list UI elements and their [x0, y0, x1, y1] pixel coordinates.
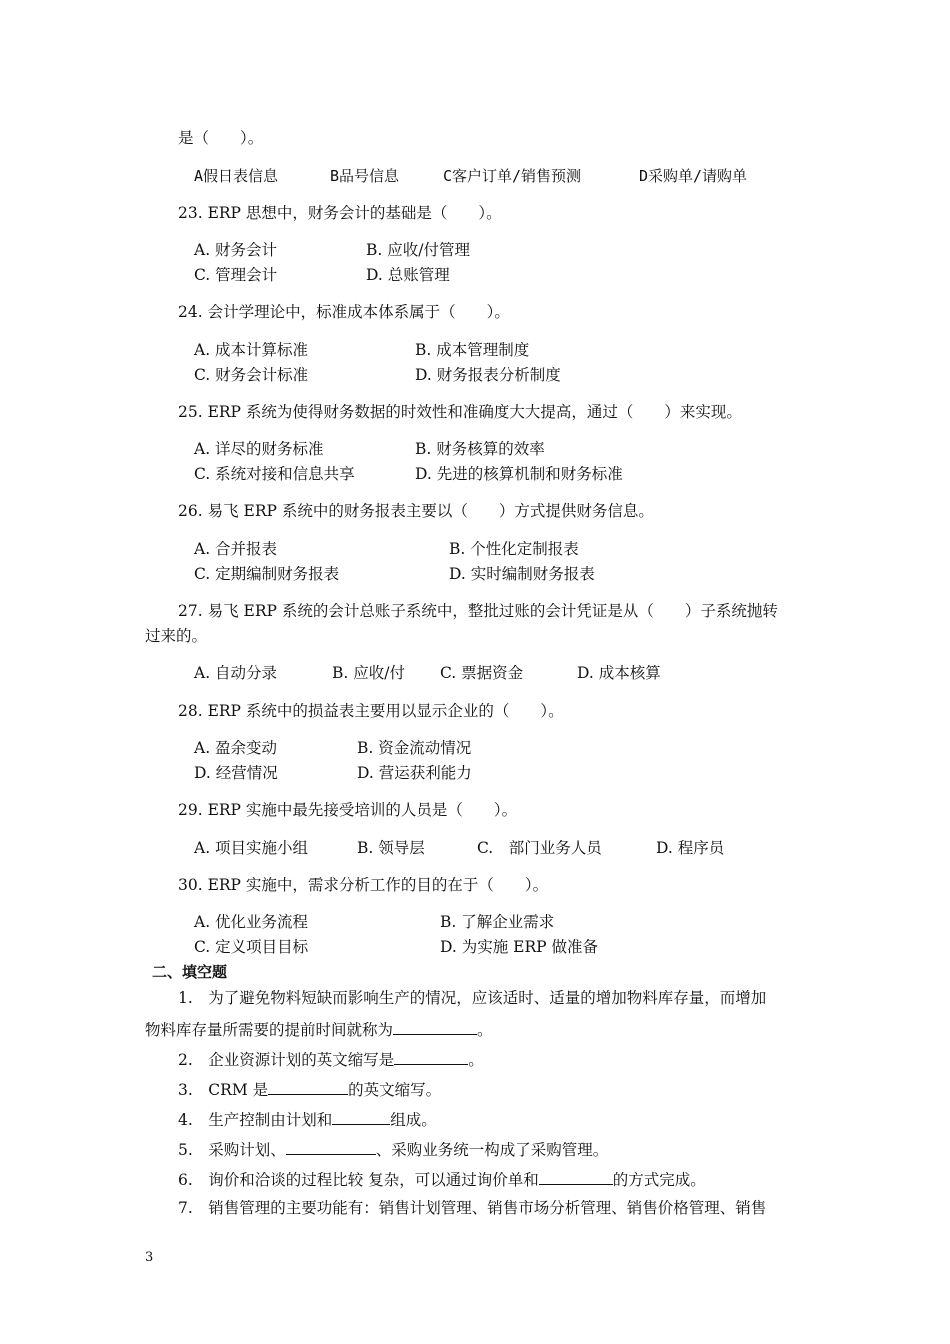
- q25-option-c: C. 系统对接和信息共享: [194, 465, 355, 483]
- q28-option-d: D. 营运获利能力: [357, 764, 472, 782]
- fill-6-blank: [539, 1168, 613, 1185]
- q28-stem: 28. ERP 系统中的损益表主要用以显示企业的（ ）。: [178, 702, 564, 720]
- q30-option-d: D. 为实施 ERP 做准备: [440, 938, 598, 956]
- q24-option-c: C. 财务会计标准: [194, 366, 309, 384]
- q27-option-b: B. 应收/付: [332, 664, 405, 682]
- q22-option-a: A假日表信息: [194, 167, 279, 185]
- q29-option-c: C. 部门业务人员: [477, 839, 602, 857]
- fill-5: [178, 1138, 608, 1160]
- q29-option-d: D. 程序员: [656, 839, 725, 857]
- q22-option-d: D采购单/请购单: [639, 167, 748, 185]
- q28-option-b: B. 资金流动情况: [357, 739, 472, 757]
- q25-option-a: A. 详尽的财务标准: [194, 440, 324, 458]
- fill-5-prefix: 5. 采购计划、: [178, 1141, 286, 1159]
- fill-1-suffix: 。: [477, 1021, 493, 1039]
- q23-option-c: C. 管理会计: [194, 266, 278, 284]
- page-number: 3: [145, 1250, 154, 1265]
- q27-stem-line1: 27. 易飞 ERP 系统的会计总账子系统中，整批过账的会计凭证是从（ ）子系统抛转: [178, 602, 778, 620]
- q24-option-a: A. 成本计算标准: [194, 341, 309, 359]
- q27-option-c: C. 票据资金: [440, 664, 524, 682]
- fill-4: [178, 1108, 437, 1130]
- q22-tail: 是（ ）。: [178, 129, 264, 147]
- q26-option-a: A. 合并报表: [194, 540, 278, 558]
- q23-option-d: D. 总账管理: [366, 266, 450, 284]
- fill-7: 7. 销售管理的主要功能有：销售计划管理、销售市场分析管理、销售价格管理、销售: [178, 1199, 767, 1217]
- q23-option-a: A. 财务会计: [194, 241, 278, 259]
- q25-stem: 25. ERP 系统为使得财务数据的时效性和准确度大大提高，通过（ ）来实现。: [178, 403, 742, 421]
- q28-option-c: D. 经营情况: [194, 764, 278, 782]
- fill-6-prefix: 6. 询价和洽谈的过程比较 复杂，可以通过询价单和: [178, 1171, 539, 1189]
- q25-option-b: B. 财务核算的效率: [415, 440, 545, 458]
- q26-option-c: C. 定期编制财务报表: [194, 565, 340, 583]
- fill-1-blank: [393, 1018, 477, 1035]
- fill-4-prefix: 4. 生产控制由计划和: [178, 1111, 333, 1129]
- q26-stem: 26. 易飞 ERP 系统中的财务报表主要以（ ）方式提供财务信息。: [178, 502, 654, 520]
- fill-1-prefix: 物料库存量所需要的提前时间就称为: [145, 1021, 394, 1039]
- q22-option-c: C客户订单/销售预测: [443, 167, 582, 185]
- fill-5-blank: [286, 1138, 376, 1155]
- q30-stem: 30. ERP 实施中，需求分析工作的目的在于（ ）。: [178, 876, 549, 894]
- q26-option-d: D. 实时编制财务报表: [449, 565, 595, 583]
- fill-4-suffix: 组成。: [390, 1111, 437, 1129]
- fill-1-line1: 1. 为了避免物料短缺而影响生产的情况，应该适时、适量的增加物料库存量，而增加: [178, 989, 767, 1007]
- q28-option-a: A. 盈余变动: [194, 739, 278, 757]
- fill-2-suffix: 。: [468, 1051, 484, 1069]
- q24-option-b: B. 成本管理制度: [415, 341, 530, 359]
- fill-3-blank: [268, 1078, 348, 1095]
- q27-option-d: D. 成本核算: [577, 664, 661, 682]
- fill-4-blank: [332, 1108, 390, 1125]
- q30-option-c: C. 定义项目目标: [194, 938, 309, 956]
- section-heading: 二、填空题: [152, 963, 228, 981]
- fill-2-prefix: 2. 企业资源计划的英文缩写是: [178, 1051, 395, 1069]
- q23-stem: 23. ERP 思想中，财务会计的基础是（ ）。: [178, 204, 502, 222]
- q29-option-a: A. 项目实施小组: [194, 839, 309, 857]
- fill-6: [178, 1168, 706, 1190]
- q29-option-b: B. 领导层: [357, 839, 425, 857]
- q27-stem-line2: 过来的。: [145, 627, 208, 645]
- q26-option-b: B. 个性化定制报表: [449, 540, 579, 558]
- q24-stem: 24. 会计学理论中，标准成本体系属于（ ）。: [178, 303, 510, 321]
- fill-3-suffix: 的英文缩写。: [348, 1081, 442, 1099]
- fill-3-prefix: 3. CRM 是: [178, 1081, 269, 1099]
- q29-stem: 29. ERP 实施中最先接受培训的人员是（ ）。: [178, 801, 518, 819]
- fill-6-suffix: 的方式完成。: [612, 1171, 706, 1189]
- q30-option-b: B. 了解企业需求: [440, 913, 555, 931]
- fill-5-suffix: 、采购业务统一构成了采购管理。: [375, 1141, 609, 1159]
- q25-option-d: D. 先进的核算机制和财务标准: [415, 465, 623, 483]
- q24-option-d: D. 财务报表分析制度: [415, 366, 561, 384]
- q23-option-b: B. 应收/付管理: [366, 241, 470, 259]
- fill-2: [178, 1048, 484, 1070]
- q27-option-a: A. 自动分录: [194, 664, 278, 682]
- fill-3: [178, 1078, 441, 1100]
- q30-option-a: A. 优化业务流程: [194, 913, 309, 931]
- fill-2-blank: [394, 1048, 468, 1065]
- q22-option-b: B品号信息: [330, 167, 400, 185]
- fill-1-line2: [145, 1018, 493, 1040]
